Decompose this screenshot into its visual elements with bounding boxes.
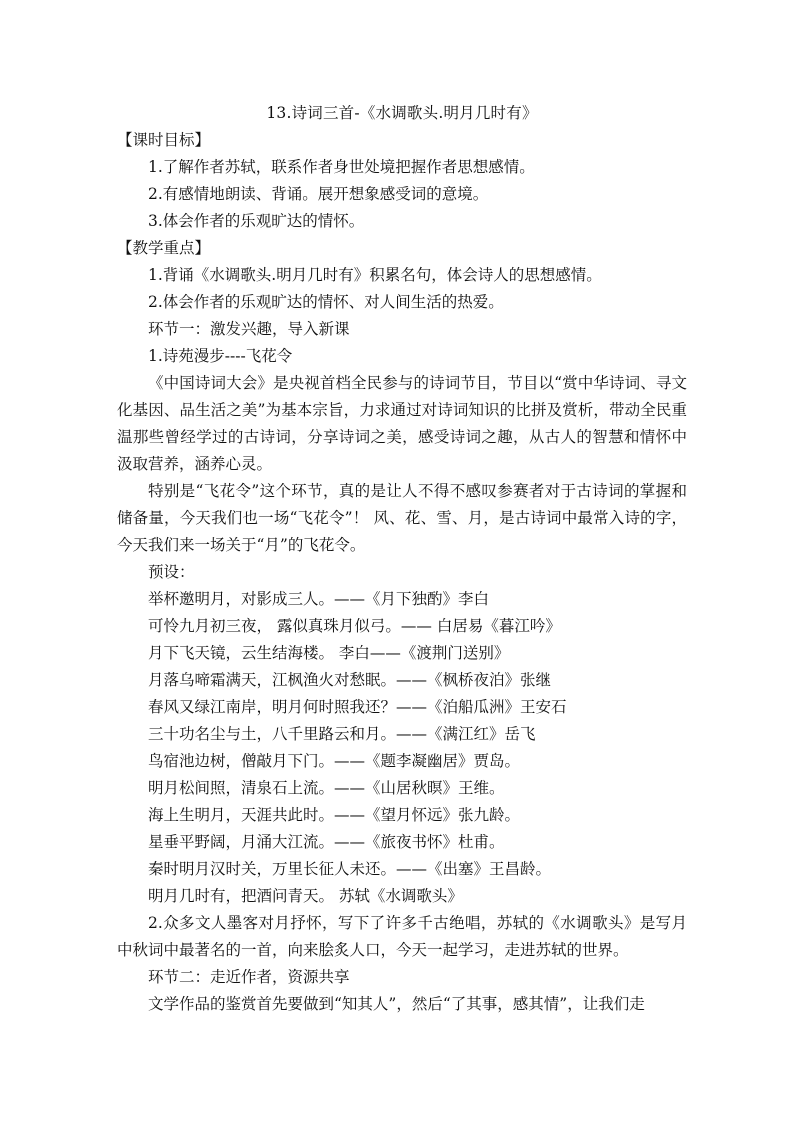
objective-item: 1.了解作者苏轼，联系作者身世处境把握作者思想感情。 xyxy=(148,158,535,176)
verse-line: 可怜九月初三夜， 露似真珠月似弓。—— 白居易《暮江吟》 xyxy=(148,617,561,635)
verse-line: 星垂平野阔，月涌大江流。——《旅夜书怀》杜甫。 xyxy=(148,833,505,851)
preset-label: 预设： xyxy=(148,563,195,581)
section1-subheading: 1.诗苑漫步----飞花令 xyxy=(148,347,293,365)
verse-line: 秦时明月汉时关，万里长征人未还。——《出塞》王昌龄。 xyxy=(148,860,552,878)
verse-line: 月落乌啼霜满天，江枫渔火对愁眠。——《枫桥夜泊》张继 xyxy=(148,671,552,689)
document-title: 13.诗词三首-《水调歌头.明月几时有》 xyxy=(266,104,538,122)
objectives-heading: 【课时目标】 xyxy=(117,131,211,149)
section1-heading: 环节一：激发兴趣，导入新课 xyxy=(148,320,350,338)
verse-line: 海上生明月，天涯共此时。——《望月怀远》张九龄。 xyxy=(148,806,521,824)
section1-paragraph: 2.众多文人墨客对月抒怀，写下了许多千古绝唱，苏轼的《水调歌头》是写月中秋词中最著名的一首，向来脍炙人口，今天一起学习，走进苏轼的世界。 xyxy=(117,914,687,959)
verse-line: 春风又绿江南岸，明月何时照我还？——《泊船瓜洲》王安石 xyxy=(148,698,567,716)
verse-line: 月下飞天镜，云生结海楼。 李白——《渡荆门送别》 xyxy=(148,644,510,662)
focus-item: 1.背诵《水调歌头.明月几时有》积累名句，体会诗人的思想感情。 xyxy=(148,266,602,284)
objective-item: 2.有感情地朗读、背诵。展开想象感受词的意境。 xyxy=(148,185,489,203)
verse-line: 三十功名尘与土，八千里路云和月。——《满江红》岳飞 xyxy=(148,725,536,743)
verse-line: 鸟宿池边树，僧敲月下门。——《题李凝幽居》贾岛。 xyxy=(148,752,521,770)
verse-line: 明月几时有，把酒问青天。 苏轼《水调歌头》 xyxy=(148,887,463,905)
section2-heading: 环节二：走近作者，资源共享 xyxy=(148,968,350,986)
document-body xyxy=(117,100,687,1018)
focus-heading: 【教学重点】 xyxy=(117,239,211,257)
section2-paragraph: 文学作品的鉴赏首先要做到“知其人”，然后“了其事，感其情”，让我们走 xyxy=(148,995,645,1013)
section1-paragraph: 《中国诗词大会》是央视首档全民参与的诗词节目，节目以“赏中华诗词、寻文化基因、品生活之美”为基本宗旨，力求通过对诗词知识的比拼及赏析，带动全民重温那些曾经学过的古诗词，分享诗词之美，感受诗词之趣，从古人的智慧和情怀中汲取营养，涵养心灵。 xyxy=(117,374,687,473)
section1-paragraph: 特别是“飞花令”这个环节，真的是让人不得不感叹参赛者对于古诗词的掌握和储备量，今天我们也一场“飞花令”！ 风、花、雪、月，是古诗词中最常入诗的字，今天我们来一场关于“月”的飞花令。 xyxy=(117,482,687,554)
verse-line: 举杯邀明月，对影成三人。——《月下独酌》李白 xyxy=(148,590,490,608)
objective-item: 3.体会作者的乐观旷达的情怀。 xyxy=(148,212,365,230)
focus-item: 2.体会作者的乐观旷达的情怀、对人间生活的热爱。 xyxy=(148,293,504,311)
verse-line: 明月松间照，清泉石上流。——《山居秋暝》王维。 xyxy=(148,779,505,797)
